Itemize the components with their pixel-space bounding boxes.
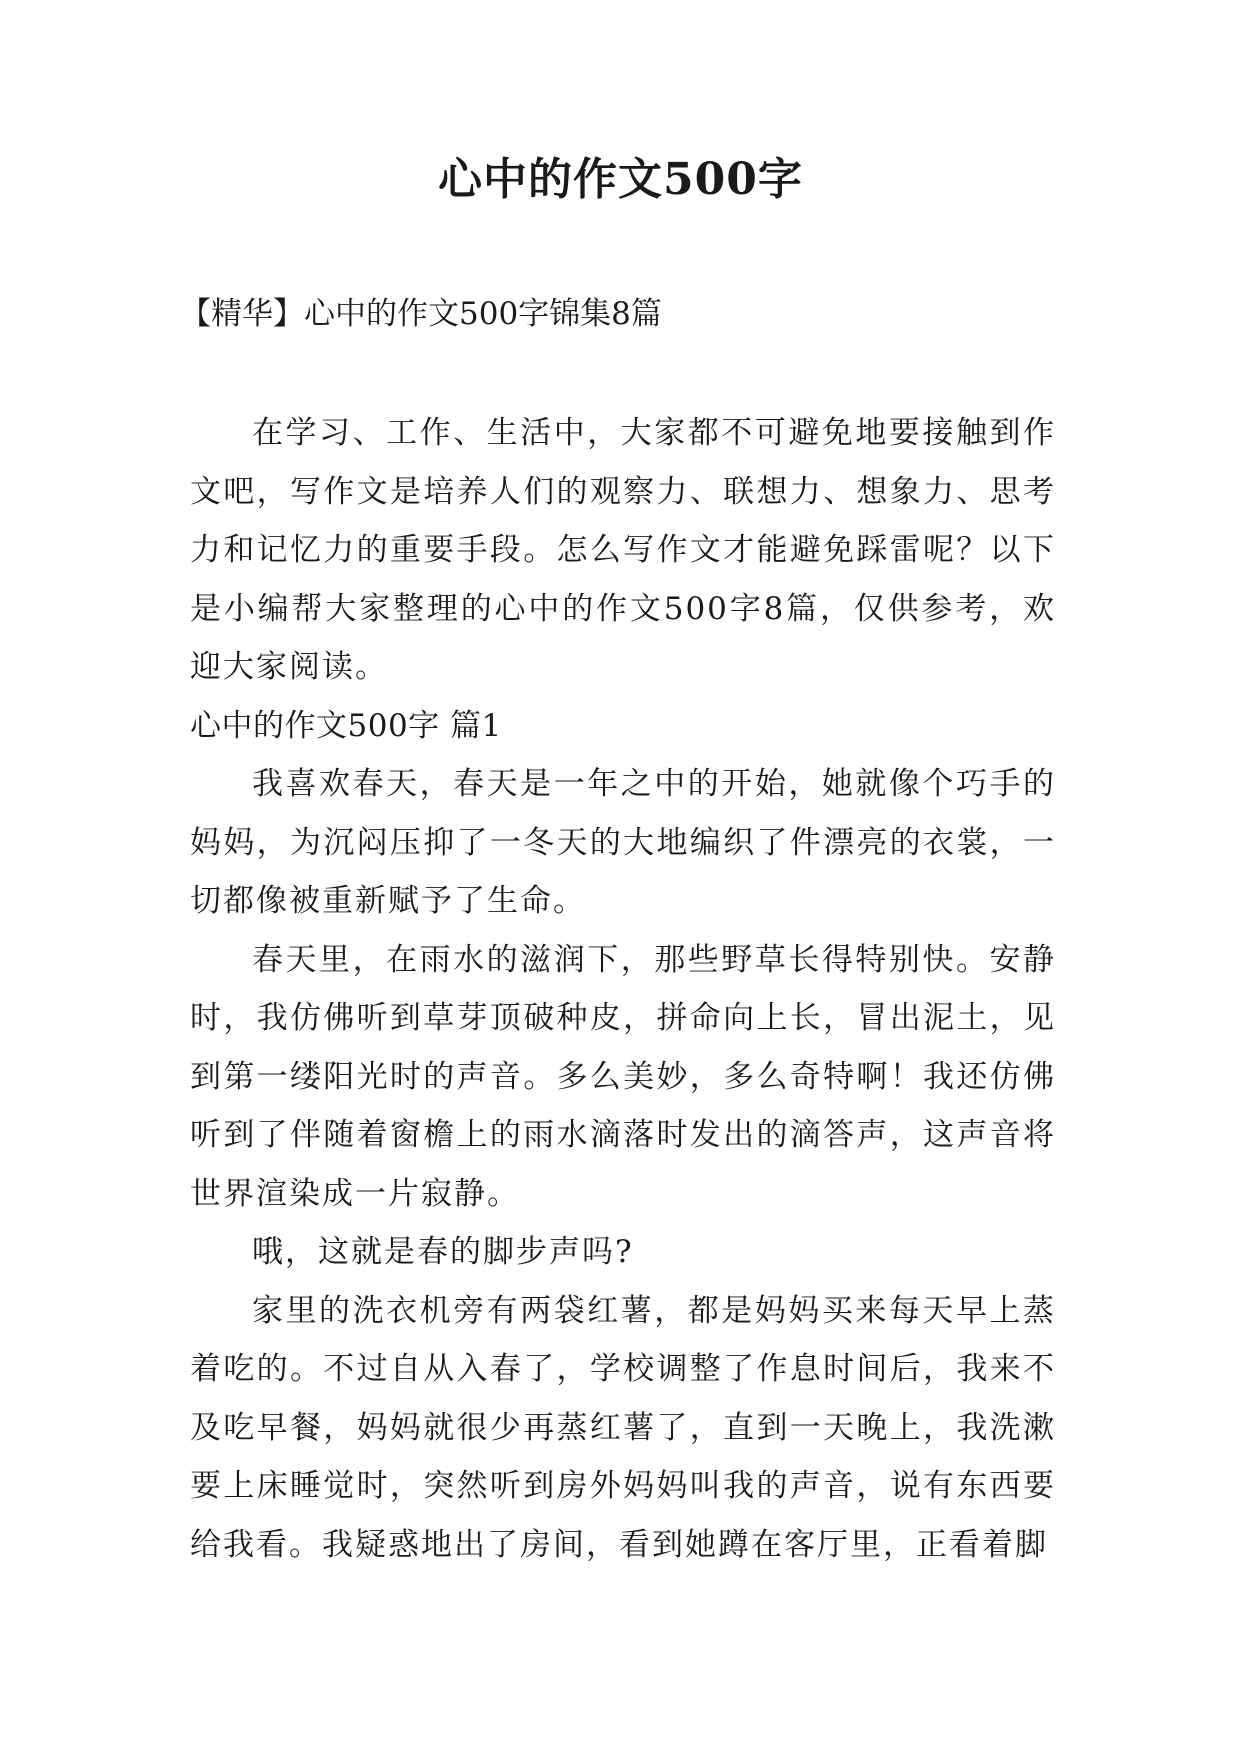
body-paragraph: 家里的洗衣机旁有两袋红薯，都是妈妈买来每天早上蒸着吃的。不过自从入春了，学校调整了作息时间后，我来不及吃早餐，妈妈就很少再蒸红薯了，直到一天晚上，我洗漱要上床睡觉时，突然听到房外妈妈叫我的声音，说有东西要给我看。我疑惑地出了房间，看到她蹲在客厅里，正看着脚: [190, 1292, 1056, 1563]
body-paragraph: 哦，这就是春的脚步声吗?: [252, 1234, 634, 1270]
document-subtitle: 【精华】心中的作文500字锦集8篇: [180, 296, 662, 332]
body-paragraph: 我喜欢春天，春天是一年之中的开始，她就像个巧手的妈妈，为沉闷压抑了一冬天的大地编织了件漂亮的衣裳，一切都像被重新赋予了生命。: [190, 766, 1056, 919]
section-heading: 心中的作文500字 篇1: [190, 707, 502, 744]
intro-paragraph: 在学习、工作、生活中，大家都不可避免地要接触到作文吧，写作文是培养人们的观察力、联想力、想象力、思考力和记忆力的重要手段。怎么写作文才能避免踩雷呢？以下是小编帮大家整理的心中的作文500字8篇，仅供参考，欢迎大家阅读。: [190, 415, 1056, 685]
document-title: 心中的作文500字: [438, 154, 803, 205]
document-body: [190, 404, 1056, 1574]
body-paragraph: 春天里，在雨水的滋润下，那些野草长得特别快。安静时，我仿佛听到草芽顶破种皮，拼命向上长，冒出泥土，见到第一缕阳光时的声音。多么美妙，多么奇特啊！我还仿佛听到了伴随着窗檐上的雨水滴落时发出的滴答声，这声音将世界渲染成一片寂静。: [190, 941, 1056, 1212]
